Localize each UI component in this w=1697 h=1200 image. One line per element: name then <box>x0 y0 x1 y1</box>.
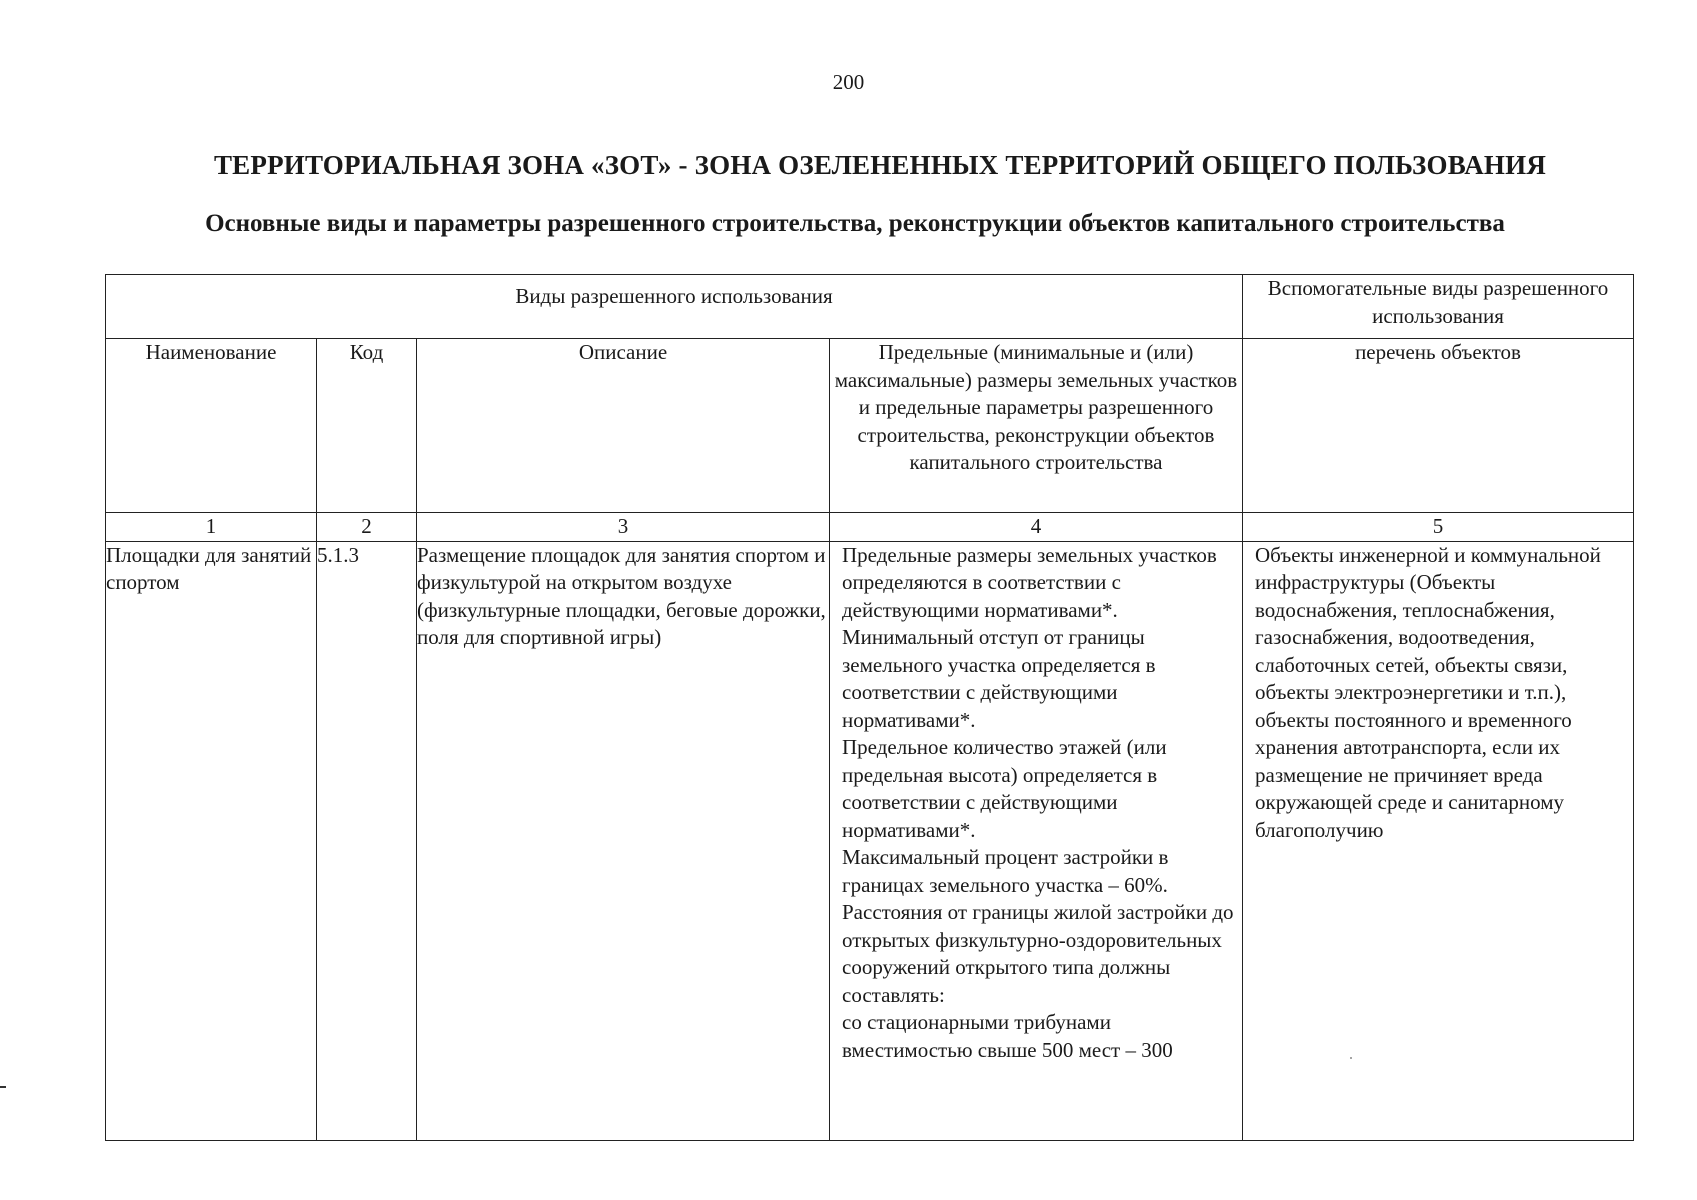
cell-name: Площадки для занятий спортом <box>106 541 317 1140</box>
permitted-use-group-header: Виды разрешенного использования <box>106 275 1243 339</box>
parameter-paragraph: Максимальный процент застройки в границах земельного участка – 60%. <box>842 845 1169 897</box>
section-subtitle: Основные виды и параметры разрешенного строительства, реконструкции объектов капитального строительства <box>205 210 1505 237</box>
cell-auxiliary-objects: Объекты инженерной и коммунальной инфраструктуры (Объекты водоснабжения, теплоснабжения, газоснабжения, водоотведения, слаботочных сетей, объекты связи, объекты электроэнергетики и т.п.), объекты постоянного и временного хранения автотранспорта, если их размещение не причиняет вреда окружающей среде и санитарному благополучию <box>1243 541 1634 1140</box>
parameter-paragraph: Предельное количество этажей (или предельная высота) определяется в соответствии с действующими нормативами*. <box>842 735 1167 842</box>
column-header-name: Наименование <box>106 339 317 513</box>
group-header-row <box>106 275 1634 339</box>
table-row <box>106 541 1634 1140</box>
parameter-paragraph: со стационарными трибунами вместимостью свыше 500 мест – 300 <box>842 1010 1173 1062</box>
auxiliary-group-header: Вспомогательные виды разрешенного использования <box>1243 275 1634 339</box>
column-number: 2 <box>317 513 417 542</box>
cell-description: Размещение площадок для занятия спортом и физкультурой на открытом воздухе (физкультурные площадки, беговые дорожки, поля для спортивной игры) <box>417 541 830 1140</box>
column-header-objects: перечень объектов <box>1243 339 1634 513</box>
column-number-row <box>106 513 1634 542</box>
cell-code: 5.1.3 <box>317 541 417 1140</box>
column-number: 3 <box>417 513 830 542</box>
column-header-row <box>106 339 1634 513</box>
column-header-parameters: Предельные (минимальные и (или) максимальные) размеры земельных участков и предельные параметры разрешенного строительства, реконструкции объектов капитального строительства <box>830 339 1243 513</box>
page-number: 200 <box>832 70 865 94</box>
permitted-use-table <box>105 274 1634 1141</box>
zone-title: ТЕРРИТОРИАЛЬНАЯ ЗОНА «ЗОТ» - ЗОНА ОЗЕЛЕНЕННЫХ ТЕРРИТОРИЙ ОБЩЕГО ПОЛЬЗОВАНИЯ <box>213 150 1547 180</box>
column-number: 5 <box>1243 513 1634 542</box>
parameter-paragraph: Минимальный отступ от границы земельного участка определяется в соответствии с действующими нормативами*. <box>842 625 1156 732</box>
column-header-code: Код <box>317 339 417 513</box>
column-header-description: Описание <box>417 339 830 513</box>
column-number: 4 <box>830 513 1243 542</box>
column-number: 1 <box>106 513 317 542</box>
cell-parameters <box>830 541 1243 1140</box>
parameter-paragraph: Расстояния от границы жилой застройки до открытых физкультурно-оздоровительных сооружений открытого типа должны составлять: <box>842 900 1234 1007</box>
scan-edge-mark <box>0 1086 6 1088</box>
scan-speck <box>1350 1057 1352 1059</box>
parameter-paragraph: Предельные размеры земельных участков определяются в соответствии с действующими нормативами*. <box>842 542 1217 622</box>
